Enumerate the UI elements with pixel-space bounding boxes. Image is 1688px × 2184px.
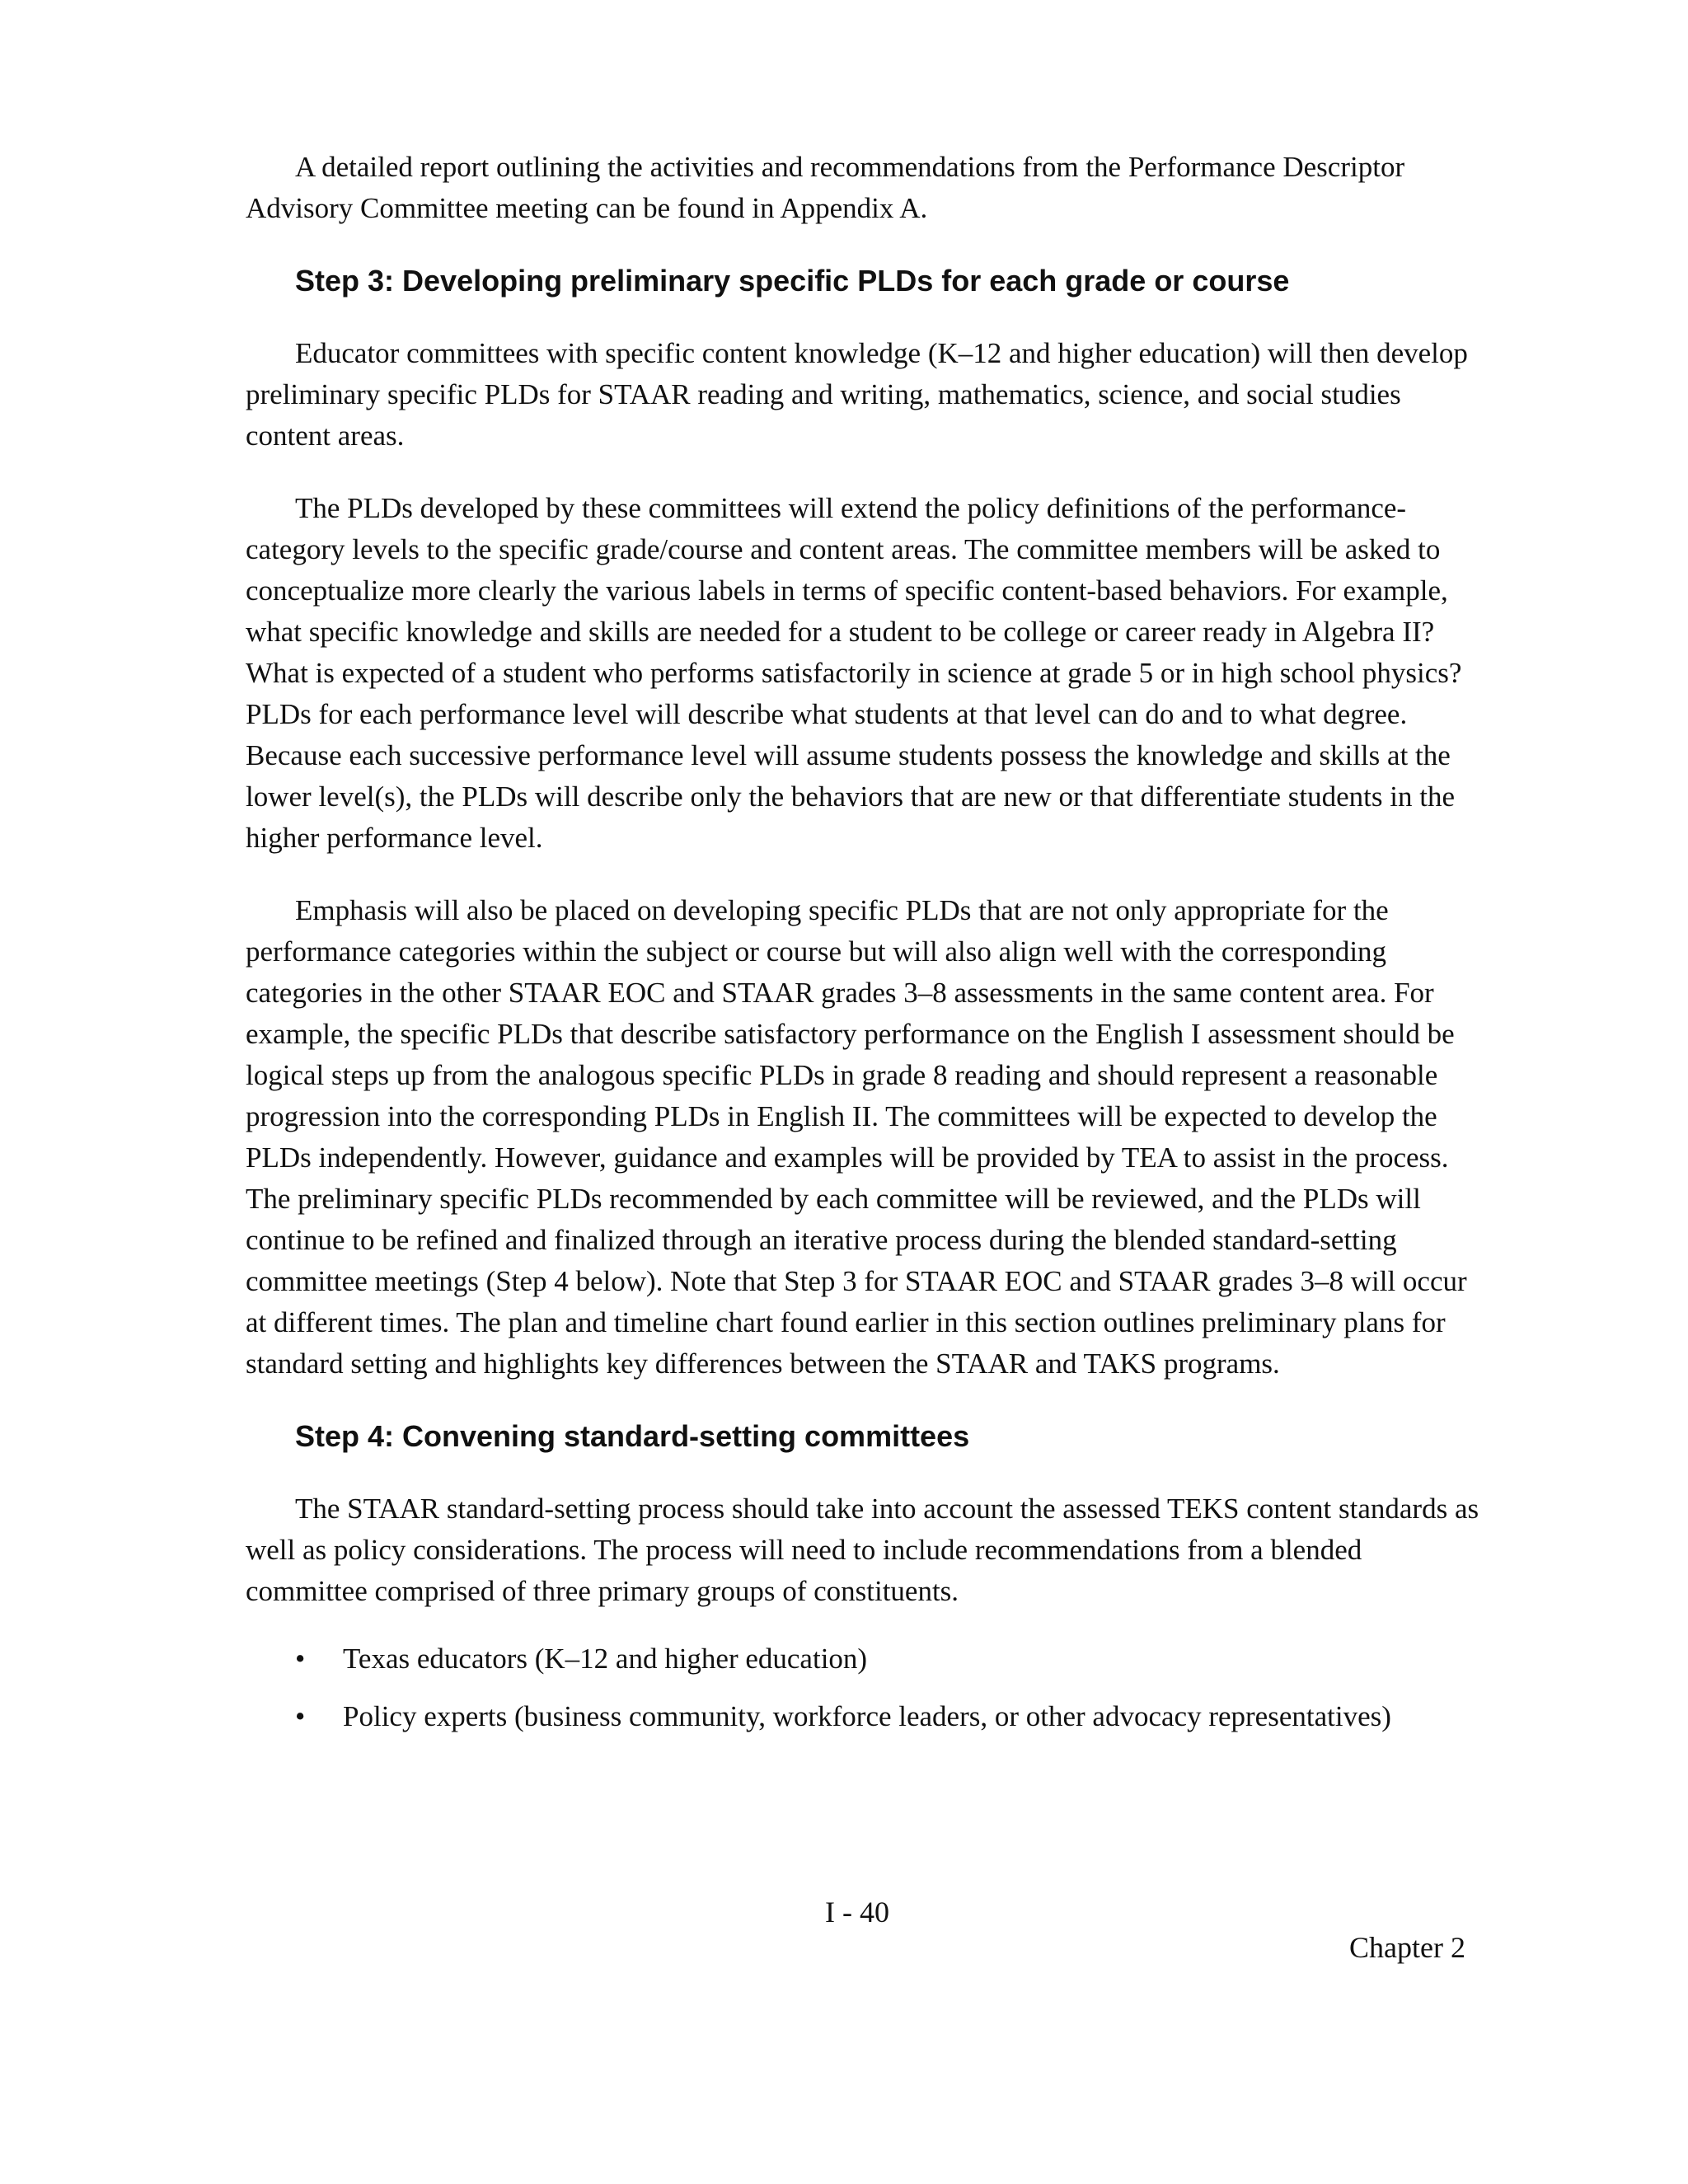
paragraph-emphasis: Emphasis will also be placed on developing specific PLDs that are not only appropriate for the performance categories within the subject or course but will also align well with the corresponding categories in the other STAAR EOC and STAAR grades 3–8 assessments in the same content area. For example, the specific PLDs that describe satisfactory performance on the English I assessment should be logical steps up from the analogous specific PLDs in grade 8 reading and should represent a reasonable progression into the corresponding PLDs in English II. The committees will be expected to develop the PLDs independently. However, guidance and examples will be provided by TEA to assist in the process. The preliminary specific PLDs recommended by each committee will be reviewed, and the PLDs will continue to be refined and finalized through an iterative process during the blended standard-setting committee meetings (Step 4 below). Note that Step 3 for STAAR EOC and STAAR grades 3–8 will occur at different times. The plan and timeline chart found earlier in this section outlines preliminary plans for standard setting and highlights key differences between the STAAR and TAKS programs.: [246, 894, 1467, 1380]
constituent-list: [246, 1638, 1482, 1737]
bullet-icon: •: [295, 1700, 306, 1732]
page-number: I - 40: [825, 1896, 889, 1929]
paragraph-appendix-reference: A detailed report outlining the activities and recommendations from the Performance Descriptor Advisory Committee meeting can be found in Appendix A.: [246, 151, 1405, 224]
page-content: [246, 147, 1482, 1754]
list-item: [246, 1696, 1482, 1737]
list-item: [246, 1638, 1482, 1680]
chapter-label: Chapter 2: [1349, 1931, 1465, 1964]
list-item-text: Policy experts (business community, workforce leaders, or other advocacy representatives): [343, 1700, 1391, 1732]
bullet-icon: •: [295, 1643, 306, 1675]
heading-step-3: Step 3: Developing preliminary specific PLDs for each grade or course: [295, 264, 1290, 298]
paragraph-plds-developed: The PLDs developed by these committees will extend the policy definitions of the performance-category levels to the specific grade/course and content areas. The committee members will be asked to conceptualize more clearly the various labels in terms of specific content-based behaviors. For example, what specific knowledge and skills are needed for a student to be college or career ready in Algebra II? What is expected of a student who performs satisfactorily in science at grade 5 or in high school physics? PLDs for each performance level will describe what students at that level can do and to what degree. Because each successive performance level will assume students possess the knowledge and skills at the lower level(s), the PLDs will describe only the behaviors that are new or that differentiate students in the higher performance level.: [246, 492, 1462, 854]
paragraph-standard-setting-process: The STAAR standard-setting process should take into account the assessed TEKS content standards as well as policy considerations. The process will need to include recommendations from a blended committee comprised of three primary groups of constituents.: [246, 1493, 1479, 1607]
list-item-text: Texas educators (K–12 and higher education): [343, 1643, 868, 1675]
heading-step-4: Step 4: Convening standard-setting committees: [295, 1419, 970, 1453]
paragraph-educator-committees: Educator committees with specific content knowledge (K–12 and higher education) will then develop preliminary specific PLDs for STAAR reading and writing, mathematics, science, and social studies content areas.: [246, 337, 1468, 452]
